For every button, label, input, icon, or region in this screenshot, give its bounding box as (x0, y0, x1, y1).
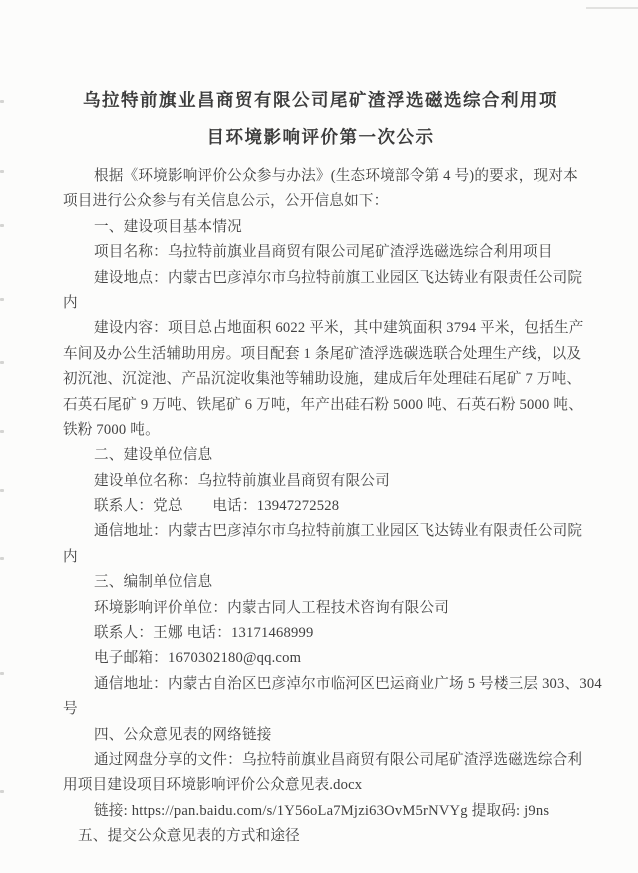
scan-artifact-line (586, 7, 638, 9)
text-line: 建设内容：项目总占地面积 6022 平米，其中建筑面积 3794 平米，包括生产 (94, 320, 584, 337)
text-line: 根据《环境影响评价公众参与办法》(生态环境部令第 4 号)的要求，现对本 (94, 168, 578, 184)
text-line: 号 (63, 701, 78, 718)
text-line: 车间及办公生活辅助用房。项目配套 1 条尾矿渣浮选碳选联合处理生产线，以及 (63, 345, 582, 362)
text-line: 建设单位名称：乌拉特前旗业昌商贸有限公司 (94, 472, 390, 489)
text-line: 五、提交公众意见表的方式和途径 (78, 828, 300, 845)
title-line-2: 目环境影响评价第一次公示 (206, 127, 435, 147)
title-line-1: 乌拉特前旗业昌商贸有限公司尾矿渣浮选磁选综合利用项 (83, 90, 558, 110)
scan-artifact (0, 298, 4, 301)
text-line: 石英石尾矿 9 万吨、铁尾矿 6 万吨，年产出硅石粉 5000 吨、石英石粉 5000 吨、 (63, 396, 583, 413)
text-line: 通信地址：内蒙古巴彦淖尔市乌拉特前旗工业园区飞达铸业有限责任公司院 (94, 523, 583, 540)
text-line: 环境影响评价单位：内蒙古同人工程技术咨询有限公司 (94, 599, 450, 616)
scan-artifact (0, 361, 4, 364)
scan-artifact (0, 557, 4, 560)
scan-artifact (0, 170, 4, 173)
text-line: 建设地点：内蒙古巴彦淖尔市乌拉特前旗工业园区飞达铸业有限责任公司院 (94, 269, 583, 286)
text-line: 一、建设项目基本情况 (94, 218, 242, 235)
text-line: 联系人：党总 电话：13947272528 (94, 498, 340, 515)
scan-artifact (0, 224, 4, 227)
scan-artifact (0, 100, 4, 103)
text-line: 电子邮箱：1670302180@qq.com (94, 650, 302, 667)
text-line: 用项目建设项目环境影响评价公众意见表.docx (63, 777, 363, 794)
scan-artifact (0, 430, 4, 433)
scan-artifact (0, 489, 4, 492)
document-title (63, 82, 578, 156)
scan-artifact (0, 790, 4, 793)
document-body (63, 164, 602, 850)
text-line: 铁粉 7000 吨。 (63, 421, 160, 438)
text-line: 二、建设单位信息 (94, 447, 213, 464)
text-line: 通信地址：内蒙古自治区巴彦淖尔市临河区巴运商业广场 5 号楼三层 303、304 (94, 675, 602, 692)
text-line: 项目名称：乌拉特前旗业昌商贸有限公司尾矿渣浮选磁选综合利用项目 (94, 244, 553, 261)
text-line: 项目进行公众参与有关信息公示，公开信息如下： (63, 193, 389, 210)
text-line: 联系人：王娜 电话：13171468999 (94, 625, 314, 642)
text-line: 三、编制单位信息 (94, 574, 213, 591)
text-line: 链接: https://pan.baidu.com/s/1Y56oLa7Mjzi63OvM5rNVYg 提取码: j9ns (94, 802, 550, 819)
text-line: 内 (63, 548, 78, 565)
scan-artifact (0, 672, 4, 675)
text-line: 初沉池、沉淀池、产品沉淀收集池等辅助设施，建成后年处理硅石尾矿 7 万吨、 (63, 371, 582, 388)
text-line: 四、公众意见表的网络链接 (94, 726, 272, 743)
text-line: 通过网盘分享的文件：乌拉特前旗业昌商贸有限公司尾矿渣浮选磁选综合利 (94, 751, 583, 768)
text-line: 内 (63, 294, 78, 311)
